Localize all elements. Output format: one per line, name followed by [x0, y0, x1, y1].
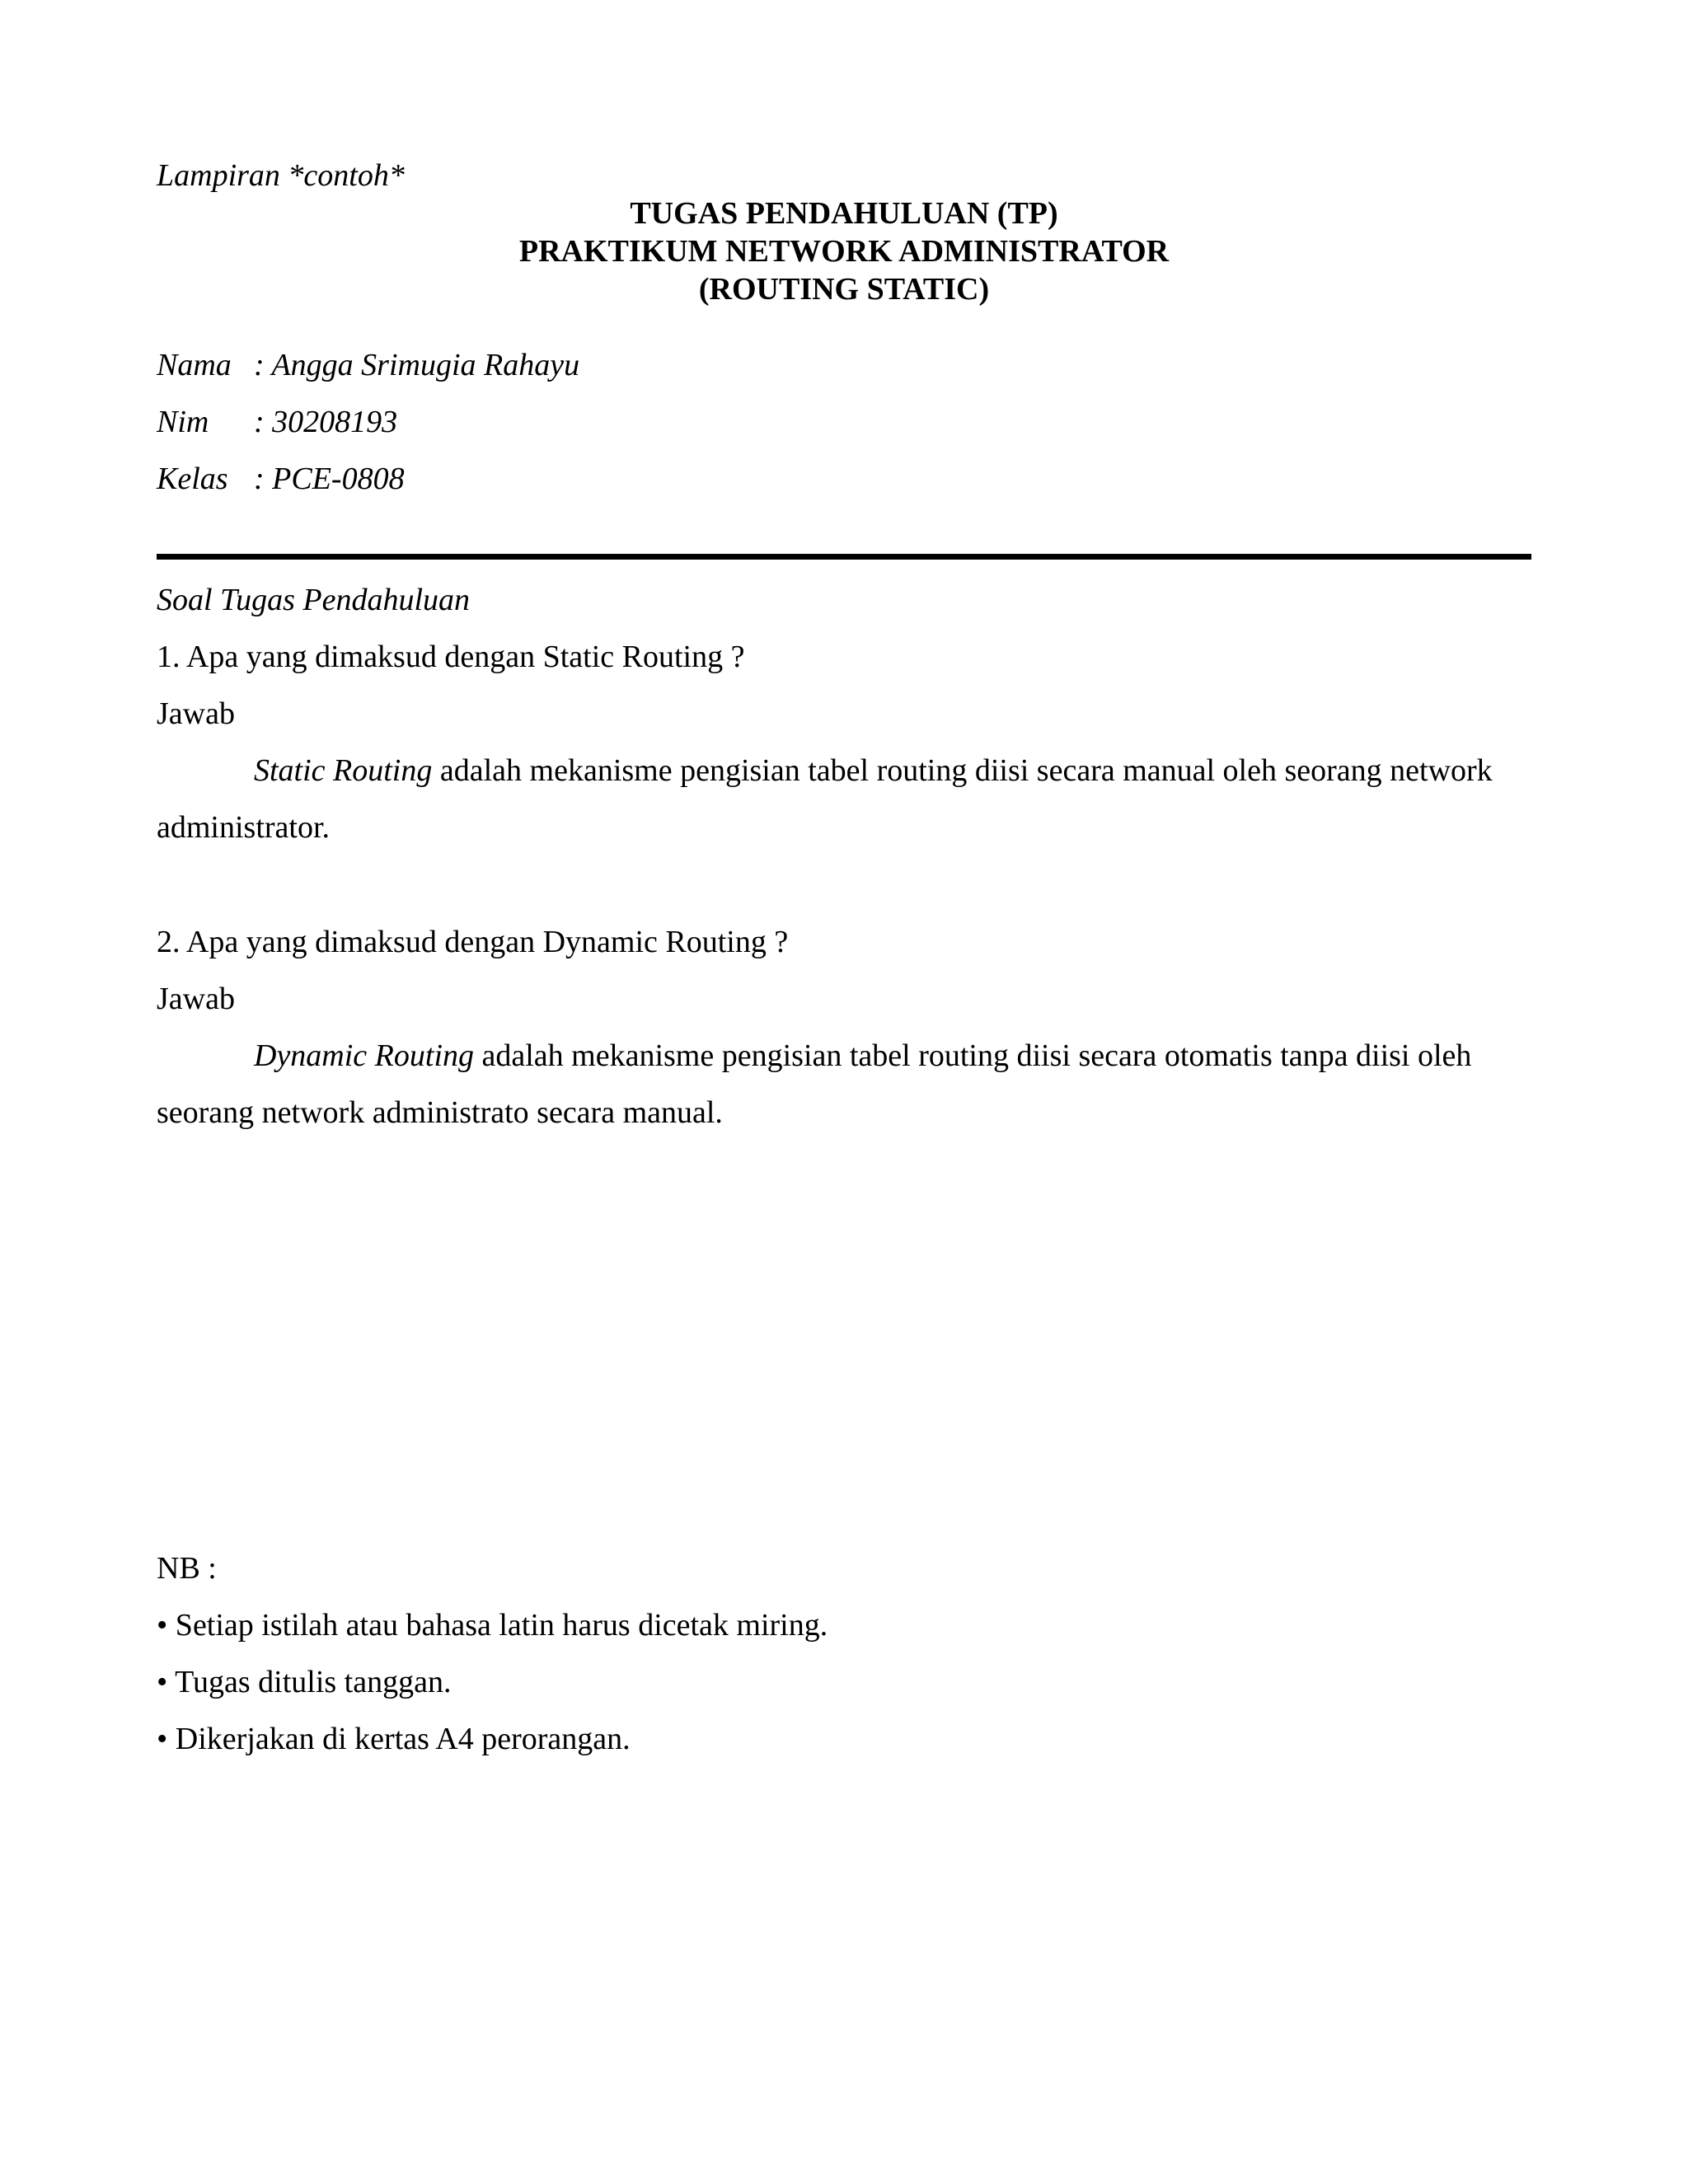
student-class-label: Kelas	[157, 462, 228, 496]
horizontal-divider	[157, 554, 1531, 560]
answer-1-label: Jawab	[157, 696, 235, 731]
answer-1-paragraph	[157, 743, 1531, 856]
question-2: 2. Apa yang dimaksud dengan Dynamic Routing ?	[157, 925, 789, 959]
student-name-value: : Angga Srimugia Rahayu	[254, 348, 580, 382]
student-name-label: Nama	[157, 348, 232, 382]
answer-2-label: Jawab	[157, 982, 235, 1016]
document-title-line-1: TUGAS PENDAHULUAN (TP)	[630, 196, 1058, 231]
notes-label: NB :	[157, 1551, 217, 1586]
student-nim-label: Nim	[157, 405, 209, 439]
answer-2-paragraph	[157, 1028, 1531, 1141]
note-item: • Dikerjakan di kertas A4 perorangan.	[157, 1722, 631, 1756]
student-nim-value: : 30208193	[254, 405, 398, 439]
section-title: Soal Tugas Pendahuluan	[157, 583, 471, 617]
question-1: 1. Apa yang dimaksud dengan Static Routing ?	[157, 640, 745, 674]
note-item: • Tugas ditulis tanggan.	[157, 1665, 452, 1699]
answer-1-text: adalah mekanisme pengisian tabel routing diisi secara manual oleh seorang network administrator.	[157, 753, 1493, 845]
answer-2-text: adalah mekanisme pengisian tabel routing diisi secara otomatis tanpa diisi oleh seorang network administrato secara manual.	[157, 1038, 1472, 1130]
attachment-label: Lampiran *contoh*	[157, 158, 405, 193]
document-title-line-3: (ROUTING STATIC)	[698, 272, 990, 307]
answer-2-term: Dynamic Routing	[254, 1038, 475, 1073]
answer-1-term: Static Routing	[254, 753, 433, 788]
note-item: • Setiap istilah atau bahasa latin harus dicetak miring.	[157, 1608, 828, 1643]
document-title-line-2: PRAKTIKUM NETWORK ADMINISTRATOR	[518, 234, 1170, 269]
student-class-value: : PCE-0808	[254, 462, 405, 496]
